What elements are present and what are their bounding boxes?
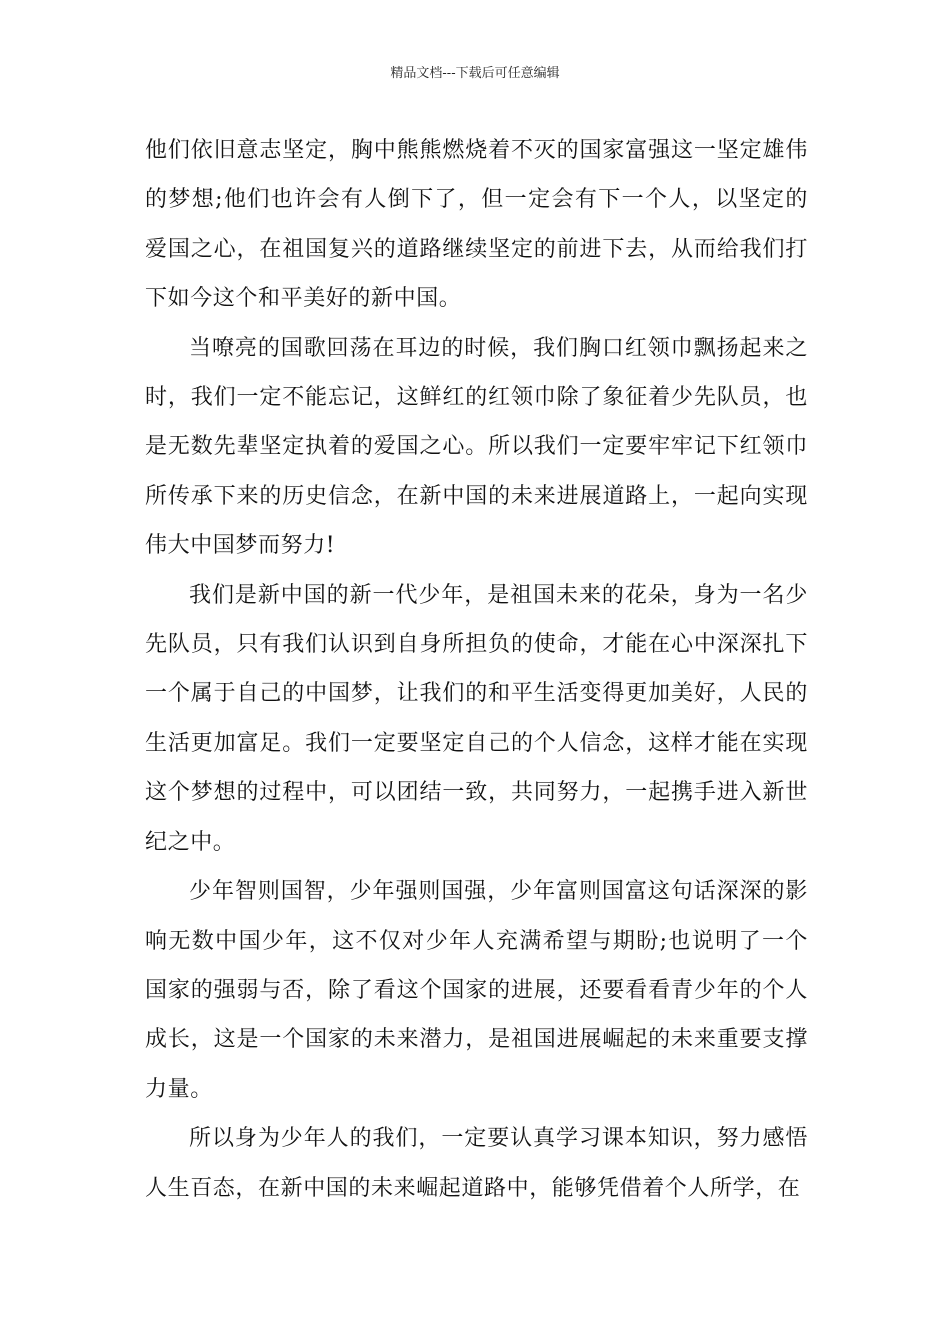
paragraph-continued: 他们依旧意志坚定，胸中熊熊燃烧着不灭的国家富强这一坚定雄伟的梦想;他们也许会有人倒下了，但一定会有下一个人，以坚定的爱国之心，在祖国复兴的道路继续坚定的前进下去，从而给我们打下如今这个和平美好的新中国。 (145, 138, 808, 312)
page-header: 精品文档---下载后可任意编辑 (390, 66, 560, 81)
paragraph: 我们是新中国的新一代少年，是祖国未来的花朵，身为一名少先队员，只有我们认识到自身所担负的使命，才能在心中深深扎下一个属于自己的中国梦，让我们的和平生活变得更加美好，人民的生活更加富足。我们一定要坚定自己的个人信念，这样才能在实现这个梦想的过程中，可以团结一致，共同努力，一起携手进入新世纪之中。 (145, 582, 808, 855)
paragraph: 当嘹亮的国歌回荡在耳边的时候，我们胸口红领巾飘扬起来之时，我们一定不能忘记，这鲜红的红领巾除了象征着少先队员，也是无数先辈坚定执着的爱国之心。所以我们一定要牢牢记下红领巾所传承下来的历史信念，在新中国的未来进展道路上，一起向实现伟大中国梦而努力! (145, 335, 808, 559)
paragraph: 所以身为少年人的我们，一定要认真学习课本知识，努力感悟人生百态，在新中国的未来崛起道路中，能够凭借着个人所学，在 (145, 1126, 808, 1201)
document-body (145, 126, 808, 1213)
paragraph: 少年智则国智，少年强则国强，少年富则国富这句话深深的影响无数中国少年，这不仅对少年人充满希望与期盼;也说明了一个国家的强弱与否，除了看这个国家的进展，还要看看青少年的个人成长，这是一个国家的未来潜力，是祖国进展崛起的未来重要支撑力量。 (145, 879, 808, 1102)
